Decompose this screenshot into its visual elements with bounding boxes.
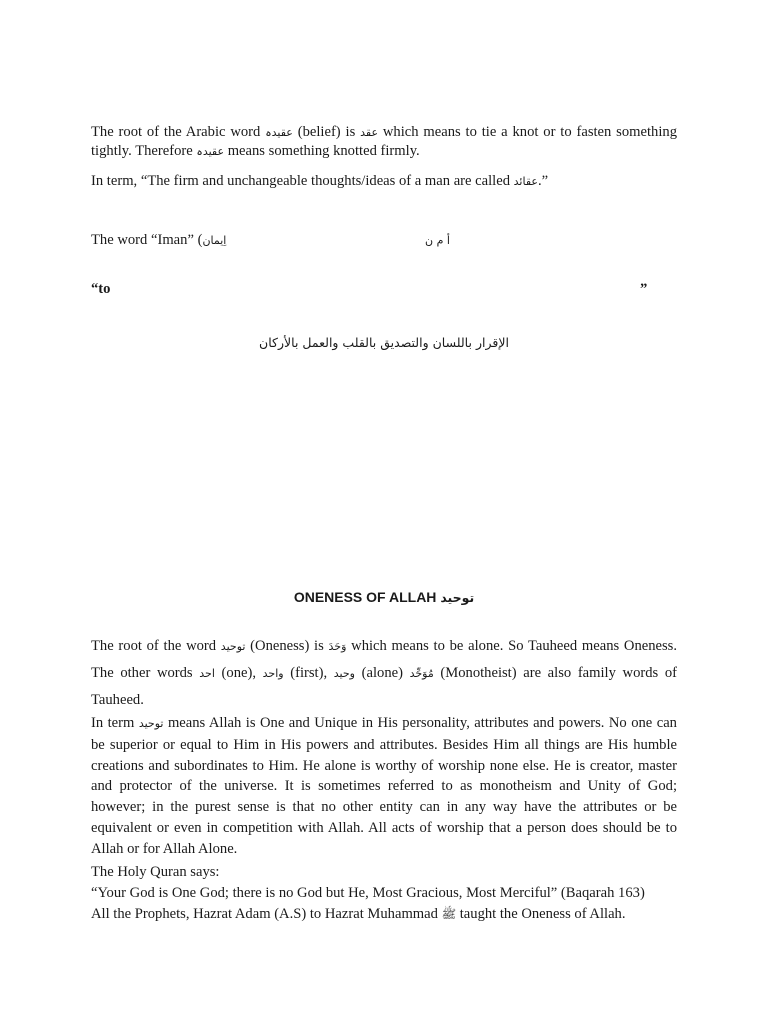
arabic-word-tauheed: توحید xyxy=(220,640,246,653)
text: (one), xyxy=(221,665,256,681)
text: taught the Oneness of Allah. xyxy=(459,906,626,922)
paragraph-iman xyxy=(91,232,226,249)
text: means something knotted firmly. xyxy=(227,143,420,159)
section-heading xyxy=(0,589,768,605)
arabic-root-amn: أ م ن xyxy=(425,234,450,247)
paragraph-aqeedah-root xyxy=(91,123,677,161)
text: (Monotheist) are also family words of Tauheed. xyxy=(91,665,677,708)
to-line-open: “to xyxy=(91,281,111,297)
text: (alone) xyxy=(361,665,403,681)
paragraph-tauheed-root xyxy=(91,633,677,713)
text: The root of the word xyxy=(91,638,217,654)
paragraph-aqeedah-term xyxy=(91,172,677,191)
text: means Allah is One and Unique in His personality, attributes and powers. No one can be superior or equal to Him in His powers and attributes. Besides Him all things are His humble creations and subordinates to Him. He alone is worthy of worship none else. He is creator, master and protector of the universe. It is sometimes referred to as monotheism and Unity of God; however; in the purest sense is that no other entity can in any way have the attributes or be equivalent or even in competition with Allah. All acts of worship that a person does should be to Allah or for Allah Alone. xyxy=(91,715,677,857)
text: The root of the Arabic word xyxy=(91,124,261,140)
text: (belief) is xyxy=(297,124,356,140)
quran-says-line: The Holy Quran says: xyxy=(91,864,220,880)
arabic-word-waheed: وحید xyxy=(333,667,355,680)
arabic-word-aqeedah: عقیدہ xyxy=(196,145,225,158)
arabic-word-ahad: احد xyxy=(199,667,215,680)
text: In term xyxy=(91,715,135,731)
arabic-word-tauheed: توحید xyxy=(138,717,164,730)
text: which means to be alone. So Tauheed means Oneness. The other words xyxy=(91,638,677,681)
quran-quote: “Your God is One God; there is no God but He, Most Gracious, Most Merciful” (Baqarah 163) xyxy=(91,885,645,901)
prophets-line xyxy=(91,906,626,924)
arabic-word-aqaid: عقائد xyxy=(513,175,538,188)
paragraph-tauheed-term xyxy=(91,713,677,860)
arabic-word-muwahhid: مُوَحِّد xyxy=(409,667,434,680)
text: which means to tie a knot or to fasten something tightly. Therefore xyxy=(91,124,677,159)
arabic-word-wahid: واحد xyxy=(262,667,284,680)
to-line-close: ” xyxy=(640,281,648,297)
arabic-iman-definition: الإقرار باللسان والتصدیق بالقلب والعمل بالأرکان xyxy=(259,335,509,350)
arabic-word-iman: اِیمان xyxy=(202,234,227,247)
text: All the Prophets, Hazrat Adam (A.S) to Hazrat Muhammad xyxy=(91,906,438,922)
arabic-word-wahada: وَحَدَ xyxy=(328,640,347,653)
arabic-word-tauheed: توحید xyxy=(440,590,475,605)
arabic-word-aqeedah: عقیدہ xyxy=(265,126,293,139)
text: In term, “The firm and unchangeable thoughts/ideas of a man are called xyxy=(91,173,510,189)
arabic-word-aqd: عقد xyxy=(360,126,379,139)
text: (first), xyxy=(290,665,328,681)
heading-text: ONENESS OF ALLAH xyxy=(293,589,437,605)
salutation-symbol: ﷺ xyxy=(441,907,457,921)
text: (Oneness) is xyxy=(250,638,324,654)
text: .” xyxy=(537,173,549,189)
text: The word “Iman” ( xyxy=(91,232,203,248)
